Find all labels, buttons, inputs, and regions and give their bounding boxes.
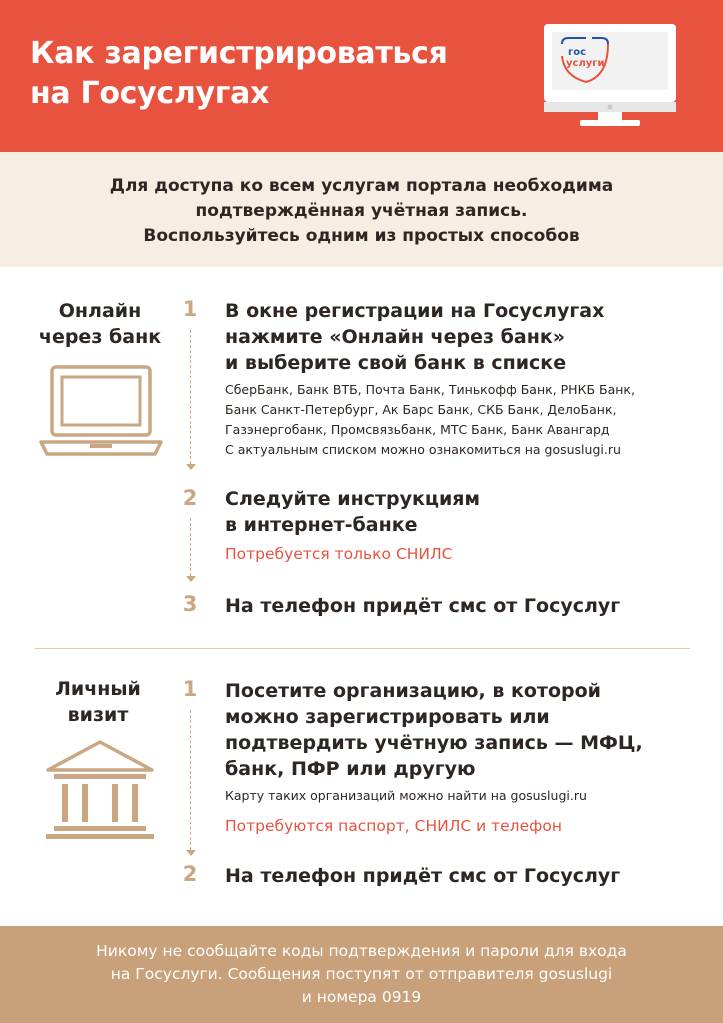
laptop-icon — [38, 364, 164, 458]
footer-line: на Госуслуги. Сообщения поступят от отправителя gosuslugi — [110, 965, 613, 983]
step-title — [225, 678, 643, 782]
step-title — [225, 593, 620, 619]
online-section-label — [30, 298, 170, 350]
step-number: 2 — [182, 486, 198, 510]
footer-warning — [0, 926, 723, 1023]
intro-line: Воспользуйтесь одним из простых способов — [143, 226, 580, 246]
detail-line: СберБанк, Банк ВТБ, Почта Банк, Тинькофф Банк, РНКБ Банк, — [225, 382, 635, 397]
intro-line: Для доступа ко всем услугам портала необходима — [109, 176, 614, 196]
step-title — [225, 486, 480, 538]
detail-line: Банк Санкт-Петербург, Ак Барс Банк, СКБ Банк, ДелоБанк, — [225, 402, 617, 417]
step-number: 3 — [182, 592, 198, 616]
detail-line: Газэнергобанк, Промсвязьбанк, МТС Банк, Банк Авангард — [225, 422, 610, 437]
visit-section-label — [28, 676, 168, 728]
detail-line: Карту таких организаций можно найти на gosuslugi.ru — [225, 788, 587, 803]
requirement-note: Потребуется только СНИЛС — [225, 545, 453, 563]
requirement-note: Потребуются паспорт, СНИЛС и телефон — [225, 817, 562, 835]
step-title-line: На телефон придёт смс от Госуслуг — [225, 595, 621, 617]
label-line: Онлайн — [58, 300, 142, 322]
arrow-down-icon — [186, 576, 196, 582]
monitor-icon — [540, 20, 680, 132]
label-line: Личный — [55, 678, 141, 700]
arrow-down-icon — [186, 464, 196, 470]
intro-text — [40, 174, 683, 249]
intro-band — [0, 152, 723, 267]
title-line: на Госуслугах — [30, 76, 270, 111]
detail-text — [225, 786, 587, 806]
header-banner — [0, 0, 723, 152]
detail-line: С актуальным списком можно ознакомиться на gosuslugi.ru — [225, 442, 621, 457]
label-line: через банк — [38, 326, 162, 348]
step-title-line: На телефон придёт смс от Госуслуг — [225, 865, 621, 887]
step-number: 1 — [182, 297, 198, 321]
page-title — [30, 34, 530, 114]
label-line: визит — [67, 704, 129, 726]
step-connector — [190, 518, 191, 576]
step-title-line: нажмите «Онлайн через банк» — [225, 326, 566, 348]
logo-line-2: услуги — [566, 58, 605, 69]
step-title-line: подтвердить учётную запись — МФЦ, — [225, 732, 643, 754]
step-connector — [190, 330, 191, 464]
footer-line: и номера 0919 — [301, 988, 422, 1006]
footer-text — [30, 940, 693, 1009]
arrow-down-icon — [186, 850, 196, 856]
title-line: Как зарегистрироваться — [30, 36, 448, 71]
footer-line: Никому не сообщайте коды подтверждения и пароли для входа — [96, 942, 627, 960]
step-number: 2 — [182, 862, 198, 886]
step-title-line: В окне регистрации на Госуслугах — [225, 300, 605, 322]
bank-list — [225, 380, 635, 460]
step-title-line: Посетите организацию, в которой — [225, 680, 601, 702]
step-connector — [190, 710, 191, 850]
step-title-line: можно зарегистрировать или — [225, 706, 550, 728]
step-title-line: и выберите свой банк в списке — [225, 352, 567, 374]
step-title-line: в интернет-банке — [225, 514, 418, 536]
intro-line: подтверждённая учётная запись. — [195, 201, 528, 221]
step-title-line: банк, ПФР или другую — [225, 758, 476, 780]
step-number: 1 — [182, 677, 198, 701]
logo-line-1: гос — [568, 47, 587, 58]
section-divider — [35, 648, 690, 649]
step-title — [225, 298, 604, 376]
bank-building-icon — [40, 738, 160, 840]
step-title — [225, 863, 620, 889]
step-title-line: Следуйте инструкциям — [225, 488, 481, 510]
